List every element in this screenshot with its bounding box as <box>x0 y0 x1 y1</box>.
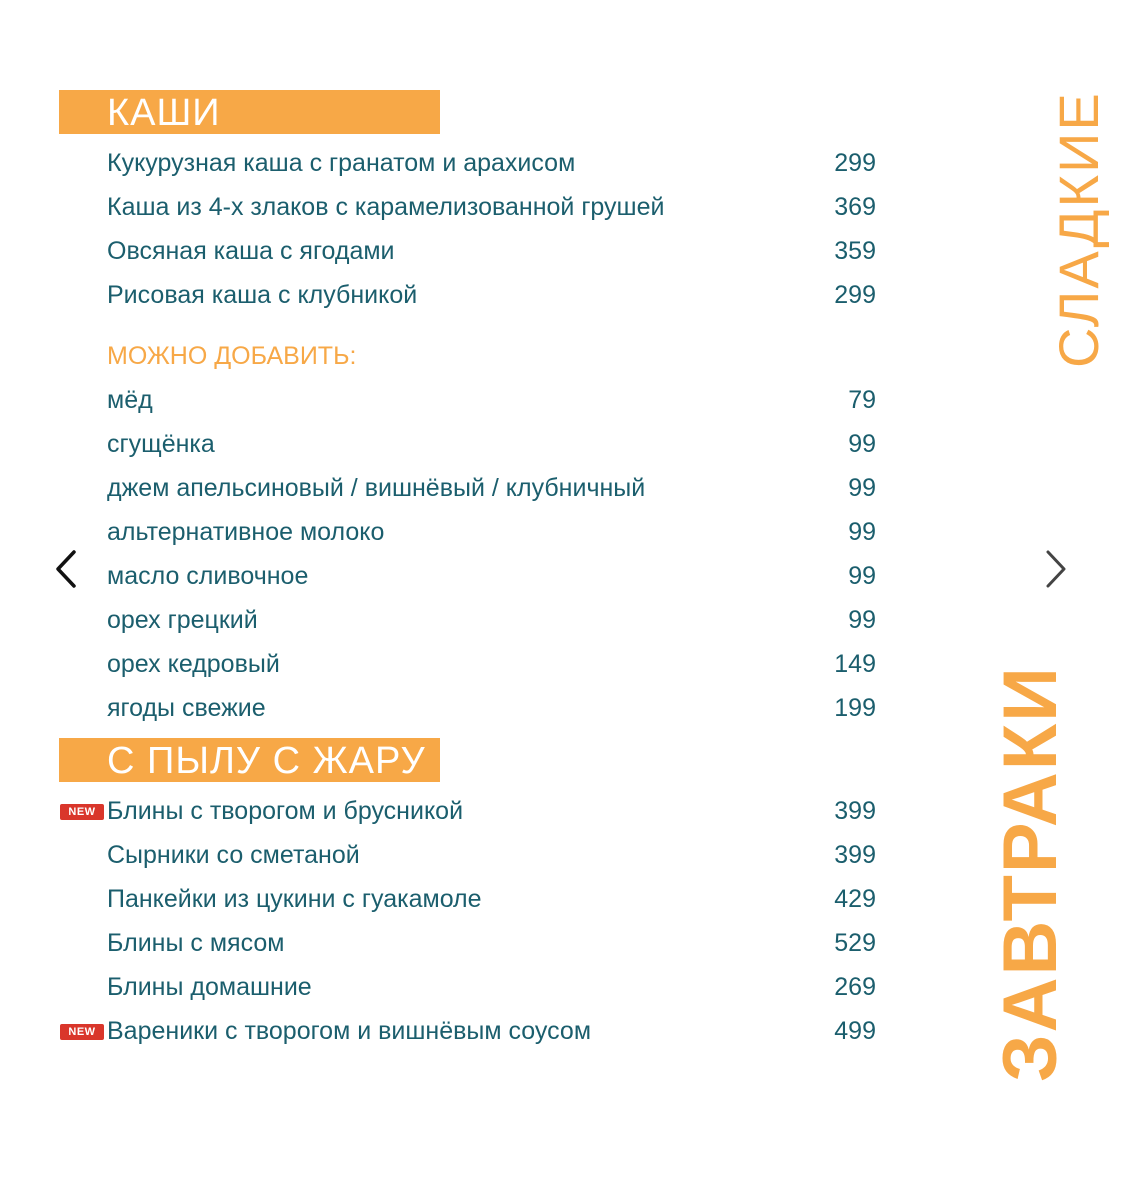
menu-item <box>107 837 876 873</box>
item-price: 199 <box>834 694 876 722</box>
item-name: сгущёнка <box>107 430 215 458</box>
item-name: альтернативное молоко <box>107 518 385 546</box>
item-name: джем апельсиновый / вишнёвый / клубничный <box>107 474 646 502</box>
next-page-button[interactable] <box>1038 548 1072 590</box>
item-price: 99 <box>848 606 876 634</box>
new-badge: NEW <box>60 1024 104 1040</box>
item-price: 529 <box>834 929 876 957</box>
section-header-hot <box>59 738 440 782</box>
item-price: 99 <box>848 430 876 458</box>
new-badge: NEW <box>60 804 104 820</box>
menu-item <box>68 1013 876 1049</box>
prev-page-button[interactable] <box>50 548 84 590</box>
addon-item <box>107 382 876 418</box>
chevron-left-icon <box>50 548 84 590</box>
item-price: 399 <box>834 841 876 869</box>
menu-item <box>107 233 876 269</box>
item-name: ягоды свежие <box>107 694 266 722</box>
item-price: 79 <box>848 386 876 414</box>
addon-item <box>107 646 876 682</box>
item-name: Панкейки из цукини с гуакамоле <box>107 885 482 913</box>
item-price: 149 <box>834 650 876 678</box>
item-name: Блины с мясом <box>107 929 285 957</box>
menu-item <box>68 793 876 829</box>
item-name: Рисовая каша с клубникой <box>107 281 418 309</box>
item-price: 429 <box>834 885 876 913</box>
menu-item <box>107 145 876 181</box>
item-name: Блины с творогом и брусникой <box>107 797 464 825</box>
item-price: 369 <box>834 193 876 221</box>
section-header-kashi <box>59 90 440 134</box>
addon-item <box>107 426 876 462</box>
section-title: С ПЫЛУ С ЖАРУ <box>107 740 426 782</box>
chevron-right-icon <box>1038 548 1072 590</box>
item-price: 359 <box>834 237 876 265</box>
side-subtitle: СЛАДКИЕ <box>1047 91 1110 368</box>
addon-item <box>107 690 876 726</box>
item-name: масло сливочное <box>107 562 309 590</box>
item-price: 299 <box>834 281 876 309</box>
addons-label: МОЖНО ДОБАВИТЬ: <box>107 342 357 370</box>
item-name: мёд <box>107 386 153 414</box>
addon-item <box>107 470 876 506</box>
menu-item <box>107 277 876 313</box>
menu-item <box>107 925 876 961</box>
item-name: Вареники с творогом и вишнёвым соусом <box>107 1017 592 1045</box>
item-name: Овсяная каша с ягодами <box>107 237 395 265</box>
item-name: Блины домашние <box>107 973 312 1001</box>
addon-item <box>107 602 876 638</box>
item-price: 269 <box>834 973 876 1001</box>
addon-item <box>107 514 876 550</box>
menu-item <box>107 189 876 225</box>
item-name: Сырники со сметаной <box>107 841 360 869</box>
item-name: орех кедровый <box>107 650 280 678</box>
item-price: 499 <box>834 1017 876 1045</box>
item-price: 99 <box>848 474 876 502</box>
menu-item <box>107 969 876 1005</box>
item-price: 299 <box>834 149 876 177</box>
item-price: 99 <box>848 518 876 546</box>
item-name: орех грецкий <box>107 606 258 634</box>
item-price: 399 <box>834 797 876 825</box>
menu-item <box>107 881 876 917</box>
addon-item <box>107 558 876 594</box>
item-name: Каша из 4-х злаков с карамелизованной грушей <box>107 193 665 221</box>
section-title: КАШИ <box>107 92 221 134</box>
item-price: 99 <box>848 562 876 590</box>
side-title: ЗАВТРАКИ <box>988 665 1073 1082</box>
item-name: Кукурузная каша с гранатом и арахисом <box>107 149 576 177</box>
